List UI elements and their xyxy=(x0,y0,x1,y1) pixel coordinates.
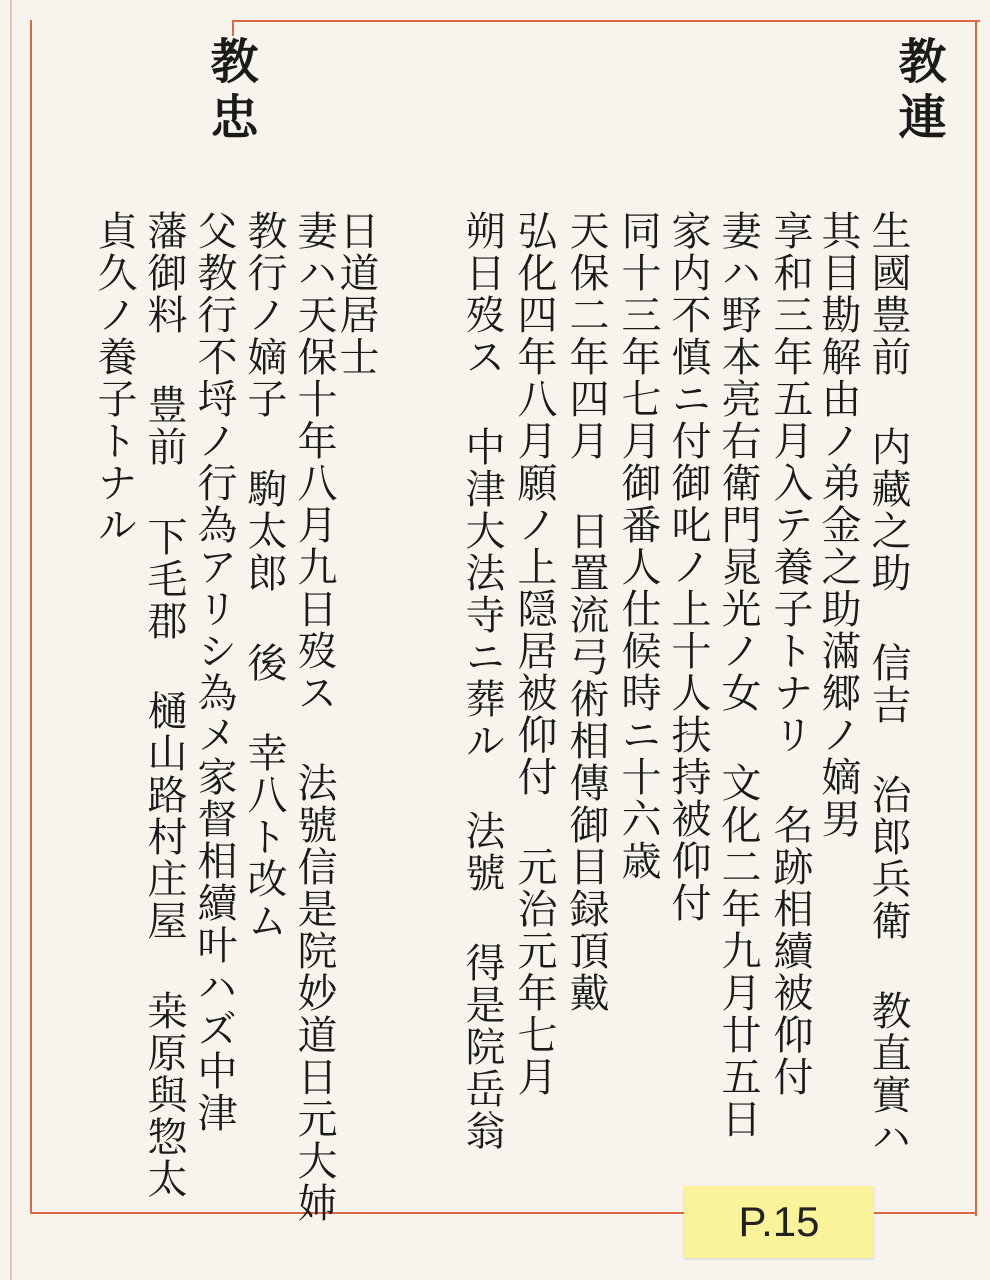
page-number-label: P.15 xyxy=(738,1198,820,1245)
text-column: 妻ハ天保十年八月九日歿ス 法號信是院妙道日元大姉 xyxy=(291,210,337,1224)
text-column: 貞久ノ養子トナル xyxy=(91,210,137,546)
text-column: 教行ノ嫡子 駒太郎 後 幸八ト改ム xyxy=(241,210,287,942)
text-column: 朔日歿ス 中津大法寺ニ葬ル 法號 得是院岳翁 xyxy=(459,210,505,1152)
text-column: 弘化四年八月願ノ上隠居被仰付 元治元年七月 xyxy=(511,210,557,1098)
text-column: 同十三年七月御番人仕候時ニ十六歳 xyxy=(615,210,661,882)
text-column: 天保二年四月 日置流弓術相傳御目録頂戴 xyxy=(563,210,609,1014)
page-number-sticky-note xyxy=(684,1186,874,1258)
margin-line xyxy=(10,0,12,1280)
text-column: 父教行不埒ノ行為アリシ為メ家督相續叶ハズ中津 xyxy=(191,210,237,1134)
heading-left: 教忠 xyxy=(202,36,258,148)
text-column: 家内不慎ニ付御叱ノ上十人扶持被仰付 xyxy=(665,210,711,924)
heading-right: 教連 xyxy=(890,36,946,148)
frame-border-top xyxy=(232,20,980,22)
text-column: 藩御料 豊前 下毛郡 樋山路村庄屋 桒原與惣太 xyxy=(141,210,187,1200)
text-column: 日道居士 xyxy=(333,210,379,378)
text-column: 生國豊前 内藏之助 信吉 治郎兵衛 教直實ハ xyxy=(865,210,911,1158)
frame-border-right xyxy=(975,20,977,1216)
text-column: 享和三年五月入テ養子トナリ 名跡相續被仰付 xyxy=(767,210,813,1098)
text-column: 妻ハ野本亮右衛門晁光ノ女 文化二年九月廿五日 xyxy=(715,210,761,1140)
frame-corner xyxy=(232,20,234,36)
frame-border-left xyxy=(30,20,32,1214)
text-column: 其目勘解由ノ弟金之助滿郷ノ嫡男 xyxy=(815,210,861,840)
